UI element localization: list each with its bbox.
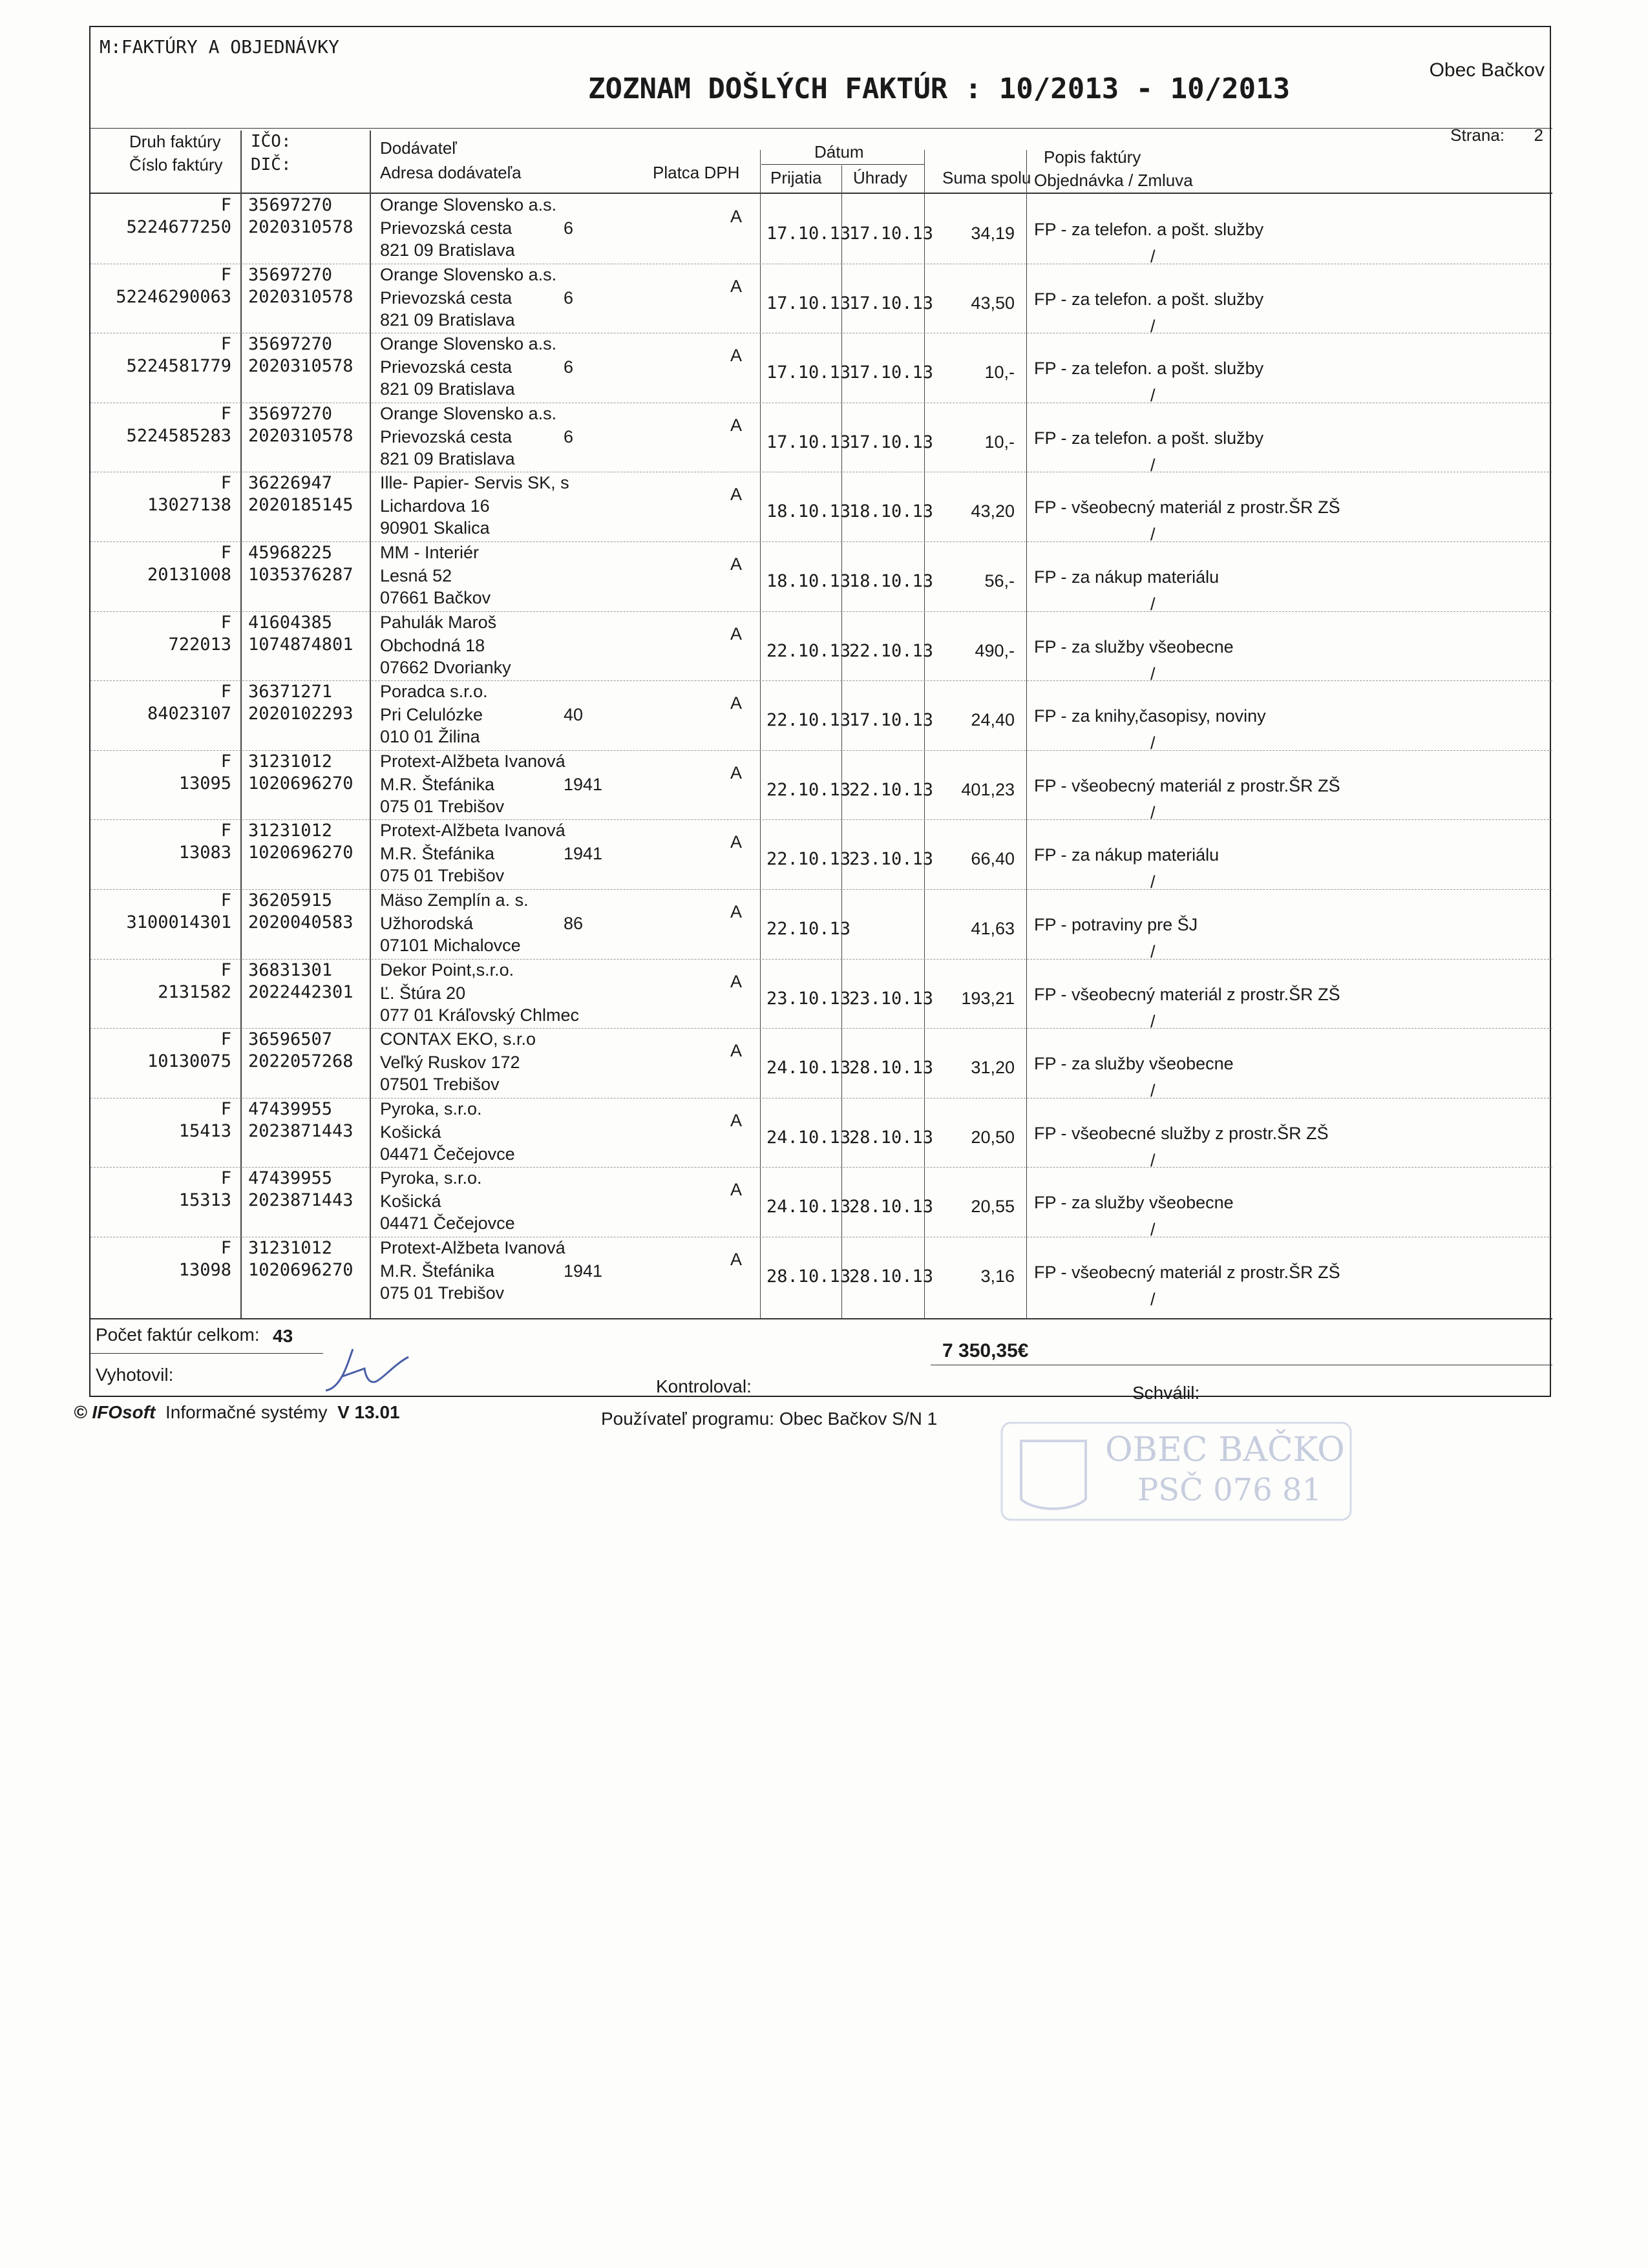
supplier-dic: 1020696270 bbox=[248, 773, 354, 793]
row-separator bbox=[90, 959, 1552, 960]
supplier-dic: 2020310578 bbox=[248, 286, 354, 307]
supplier-city: 075 01 Trebišov bbox=[380, 866, 505, 886]
table-row bbox=[90, 543, 1552, 612]
table-row bbox=[90, 613, 1552, 682]
table-row bbox=[90, 1029, 1552, 1101]
supplier-ico: 31231012 bbox=[248, 751, 333, 772]
module-title: M:FAKTÚRY A OBJEDNÁVKY bbox=[100, 36, 339, 58]
order-contract: / bbox=[1150, 316, 1156, 336]
date-received: 22.10.13 bbox=[766, 640, 851, 661]
date-received: 24.10.13 bbox=[766, 1058, 851, 1078]
date-subrule bbox=[761, 164, 924, 165]
supplier-name: Orange Slovensko a.s. bbox=[380, 334, 557, 354]
organization-name: Obec Bačkov bbox=[1429, 59, 1545, 81]
invoice-description: FP - za služby všeobecne bbox=[1034, 636, 1234, 656]
vat-payer-flag: A bbox=[730, 762, 743, 782]
invoice-description: FP - za telefon. a pošt. služby bbox=[1034, 220, 1264, 239]
supplier-name: Protext-Alžbeta Ivanová bbox=[380, 751, 565, 771]
invoice-total: 43,50 bbox=[971, 293, 1015, 313]
invoice-number: 13095 bbox=[178, 773, 231, 793]
date-paid: 23.10.13 bbox=[849, 849, 934, 870]
invoice-description: FP - všeobecný materiál z prostr.ŠR ZŠ bbox=[1034, 1263, 1340, 1282]
software-credit bbox=[74, 1402, 400, 1423]
supplier-street: Košická bbox=[380, 1122, 441, 1142]
supplier-ico: 35697270 bbox=[248, 334, 333, 355]
invoice-description: FP - potraviny pre ŠJ bbox=[1034, 915, 1198, 934]
date-paid: 22.10.13 bbox=[849, 640, 934, 661]
invoice-list-sheet bbox=[89, 26, 1551, 1403]
supplier-dic: 2023871443 bbox=[248, 1190, 354, 1211]
date-received: 17.10.13 bbox=[766, 224, 851, 244]
supplier-street: Pri Celulózke bbox=[380, 705, 483, 725]
invoice-number: 3100014301 bbox=[126, 912, 231, 932]
date-received: 17.10.13 bbox=[766, 432, 851, 452]
invoice-number: 722013 bbox=[168, 634, 231, 655]
invoice-description: FP - za telefon. a pošt. služby bbox=[1034, 359, 1264, 379]
table-row bbox=[90, 890, 1552, 960]
invoice-description: FP - za služby všeobecne bbox=[1034, 1054, 1234, 1074]
invoice-total: 41,63 bbox=[971, 919, 1015, 938]
table-row bbox=[90, 265, 1552, 334]
invoice-number: 84023107 bbox=[147, 704, 231, 724]
supplier-dic: 2020310578 bbox=[248, 217, 354, 237]
stamp-shield bbox=[1021, 1441, 1086, 1509]
invoice-number: 5224585283 bbox=[126, 425, 231, 446]
official-stamp bbox=[995, 1415, 1357, 1525]
invoice-description: FP - za telefon. a pošt. služby bbox=[1034, 428, 1264, 448]
supplier-name: Orange Slovensko a.s. bbox=[380, 264, 557, 284]
table-row bbox=[90, 682, 1552, 751]
invoice-type: F bbox=[220, 195, 231, 215]
invoice-description: FP - všeobecný materiál z prostr.ŠR ZŠ bbox=[1034, 498, 1340, 518]
vat-payer-flag: A bbox=[730, 902, 743, 921]
invoice-description: FP - všeobecné služby z prostr.ŠR ZŠ bbox=[1034, 1123, 1329, 1143]
supplier-ico: 41604385 bbox=[248, 612, 333, 633]
invoice-type: F bbox=[220, 1098, 231, 1119]
date-paid: 17.10.13 bbox=[849, 362, 934, 383]
invoice-description: FP - za knihy,časopisy, noviny bbox=[1034, 706, 1266, 726]
order-contract: / bbox=[1150, 525, 1156, 545]
vat-payer-flag: A bbox=[730, 485, 743, 505]
supplier-name: Pahulák Maroš bbox=[380, 612, 497, 632]
software-version: V 13.01 bbox=[337, 1402, 400, 1422]
supplier-house-number: 1941 bbox=[564, 774, 603, 794]
invoice-type: F bbox=[220, 751, 231, 772]
supplier-dic: 2020185145 bbox=[248, 495, 354, 516]
date-received: 22.10.13 bbox=[766, 849, 851, 870]
supplier-city: 075 01 Trebišov bbox=[380, 1283, 505, 1303]
date-paid: 28.10.13 bbox=[849, 1266, 934, 1286]
order-contract: / bbox=[1150, 942, 1156, 961]
col-supplier: Dodávateľ bbox=[380, 138, 457, 158]
invoice-total: 193,21 bbox=[961, 988, 1015, 1008]
date-paid: 28.10.13 bbox=[849, 1127, 934, 1148]
invoice-count-value: 43 bbox=[273, 1326, 293, 1346]
supplier-city: 07101 Michalovce bbox=[380, 936, 521, 955]
supplier-dic: 2020310578 bbox=[248, 356, 354, 377]
table-row bbox=[90, 1168, 1552, 1240]
supplier-ico: 36831301 bbox=[248, 960, 333, 980]
table-row bbox=[90, 1099, 1552, 1168]
row-separator bbox=[90, 819, 1552, 820]
invoice-total: 3,16 bbox=[980, 1266, 1015, 1286]
supplier-dic: 2022442301 bbox=[248, 982, 354, 1002]
vat-payer-flag: A bbox=[730, 1110, 743, 1130]
prepared-by-label: Vyhotovil: bbox=[96, 1365, 174, 1385]
supplier-ico: 45968225 bbox=[248, 543, 333, 563]
date-received: 22.10.13 bbox=[766, 710, 851, 731]
date-received: 22.10.13 bbox=[766, 779, 851, 800]
invoice-total: 66,40 bbox=[971, 849, 1015, 869]
invoice-number: 13083 bbox=[178, 843, 231, 863]
col-type-line2: Číslo faktúry bbox=[129, 155, 223, 174]
invoice-type: F bbox=[220, 890, 231, 910]
supplier-dic: 2020310578 bbox=[248, 425, 354, 446]
order-contract: / bbox=[1150, 594, 1156, 614]
table-row bbox=[90, 751, 1552, 821]
supplier-name: MM - Interiér bbox=[380, 543, 480, 562]
supplier-street: Veľký Ruskov 172 bbox=[380, 1053, 520, 1073]
vat-payer-flag: A bbox=[730, 346, 743, 366]
col-order-contract: Objednávka / Zmluva bbox=[1034, 171, 1193, 190]
date-paid: 28.10.13 bbox=[849, 1197, 934, 1217]
invoice-total: 56,- bbox=[984, 571, 1015, 591]
invoice-type: F bbox=[220, 960, 231, 980]
vat-payer-flag: A bbox=[730, 971, 743, 991]
page-number: 2 bbox=[1534, 125, 1543, 145]
invoice-type: F bbox=[220, 403, 231, 424]
invoice-total: 43,20 bbox=[971, 501, 1015, 521]
software-brand: © IFOsoft bbox=[74, 1402, 156, 1422]
supplier-street: Obchodná 18 bbox=[380, 635, 485, 655]
invoice-count-label: Počet faktúr celkom: bbox=[96, 1325, 260, 1345]
supplier-city: 077 01 Kráľovský Chlmec bbox=[380, 1005, 580, 1025]
supplier-ico: 31231012 bbox=[248, 821, 333, 841]
supplier-dic: 1035376287 bbox=[248, 565, 354, 585]
order-contract: / bbox=[1150, 1290, 1156, 1309]
col-type-line1: Druh faktúry bbox=[129, 132, 221, 151]
supplier-street: Prievozská cesta bbox=[380, 357, 512, 377]
vat-payer-flag: A bbox=[730, 554, 743, 574]
order-contract: / bbox=[1150, 664, 1156, 684]
stamp-line2: PSČ 076 81 bbox=[1137, 1472, 1322, 1508]
col-received: Prijatia bbox=[770, 168, 822, 187]
vat-payer-flag: A bbox=[730, 624, 743, 644]
date-paid: 28.10.13 bbox=[849, 1058, 934, 1078]
vat-payer-flag: A bbox=[730, 1250, 743, 1269]
supplier-city: 07501 Trebišov bbox=[380, 1075, 500, 1095]
invoice-description: FP - za telefon. a pošt. služby bbox=[1034, 289, 1264, 309]
supplier-ico: 47439955 bbox=[248, 1168, 333, 1189]
supplier-street: Ľ. Štúra 20 bbox=[380, 983, 466, 1003]
invoice-total: 34,19 bbox=[971, 224, 1015, 243]
footer-rule-2 bbox=[90, 1353, 323, 1354]
supplier-street: Košická bbox=[380, 1192, 441, 1212]
supplier-name: Pyroka, s.r.o. bbox=[380, 1098, 482, 1118]
supplier-street: Užhorodská bbox=[380, 914, 474, 933]
invoice-type: F bbox=[220, 334, 231, 355]
date-paid: 17.10.13 bbox=[849, 293, 934, 313]
invoice-total: 401,23 bbox=[961, 779, 1015, 799]
invoice-type: F bbox=[220, 821, 231, 841]
grand-total bbox=[942, 1340, 1028, 1362]
row-separator bbox=[90, 1167, 1552, 1168]
supplier-name: Ille- Papier- Servis SK, s bbox=[380, 473, 569, 493]
invoice-total: 20,50 bbox=[971, 1127, 1015, 1147]
supplier-dic: 2020102293 bbox=[248, 704, 354, 724]
invoice-type: F bbox=[220, 264, 231, 285]
supplier-house-number: 1941 bbox=[564, 1261, 603, 1281]
row-separator bbox=[90, 611, 1552, 612]
invoice-total: 10,- bbox=[984, 432, 1015, 452]
supplier-dic: 1020696270 bbox=[248, 1260, 354, 1280]
invoice-description: FP - všeobecný materiál z prostr.ŠR ZŠ bbox=[1034, 775, 1340, 795]
table-row bbox=[90, 960, 1552, 1029]
date-received: 17.10.13 bbox=[766, 293, 851, 313]
supplier-street: Prievozská cesta bbox=[380, 426, 512, 446]
supplier-ico: 35697270 bbox=[248, 264, 333, 285]
software-desc: Informačné systémy bbox=[165, 1402, 328, 1422]
page-title: ZOZNAM DOŠLÝCH FAKTÚR : 10/2013 - 10/2013 bbox=[588, 72, 1291, 105]
vat-payer-flag: A bbox=[730, 693, 743, 713]
grand-total-value: 7 350,35 bbox=[942, 1340, 1018, 1361]
invoice-total: 31,20 bbox=[971, 1058, 1015, 1078]
supplier-dic: 2023871443 bbox=[248, 1120, 354, 1141]
col-dic: DIČ: bbox=[251, 155, 291, 174]
supplier-house-number: 86 bbox=[564, 914, 584, 933]
supplier-city: 075 01 Trebišov bbox=[380, 796, 505, 816]
vat-payer-flag: A bbox=[730, 207, 743, 226]
supplier-city: 07661 Bačkov bbox=[380, 588, 491, 607]
col-paid: Úhrady bbox=[853, 168, 907, 187]
date-paid: 17.10.13 bbox=[849, 224, 934, 244]
invoice-total: 20,55 bbox=[971, 1197, 1015, 1217]
vat-payer-flag: A bbox=[730, 415, 743, 435]
date-paid: 17.10.13 bbox=[849, 710, 934, 731]
signature-stroke bbox=[326, 1349, 408, 1391]
invoice-type: F bbox=[220, 1238, 231, 1258]
supplier-ico: 36596507 bbox=[248, 1029, 333, 1050]
table-row bbox=[90, 404, 1552, 473]
date-paid: 18.10.13 bbox=[849, 571, 934, 591]
col-date: Dátum bbox=[814, 142, 864, 162]
supplier-ico: 36205915 bbox=[248, 890, 333, 910]
date-received: 24.10.13 bbox=[766, 1127, 851, 1148]
invoice-number: 15313 bbox=[178, 1190, 231, 1211]
date-received: 18.10.13 bbox=[766, 571, 851, 591]
date-paid: 22.10.13 bbox=[849, 779, 934, 800]
order-contract: / bbox=[1150, 1081, 1156, 1101]
invoice-type: F bbox=[220, 612, 231, 633]
supplier-city: 04471 Čečejovce bbox=[380, 1213, 515, 1234]
vat-payer-flag: A bbox=[730, 1041, 743, 1061]
invoice-type: F bbox=[220, 473, 231, 494]
invoice-number: 13027138 bbox=[147, 495, 231, 516]
stamp-line1: OBEC BAČKO bbox=[1105, 1431, 1345, 1469]
supplier-house-number: 6 bbox=[564, 426, 574, 446]
col-supplier-address: Adresa dodávateľa bbox=[380, 163, 522, 182]
supplier-name: Mäso Zemplín a. s. bbox=[380, 890, 529, 910]
vat-payer-flag: A bbox=[730, 1180, 743, 1200]
supplier-city: 821 09 Bratislava bbox=[380, 240, 515, 260]
supplier-house-number: 1941 bbox=[564, 844, 603, 864]
invoice-number: 5224677250 bbox=[126, 217, 231, 237]
invoice-number: 5224581779 bbox=[126, 356, 231, 377]
supplier-name: Protext-Alžbeta Ivanová bbox=[380, 821, 565, 841]
date-received: 23.10.13 bbox=[766, 988, 851, 1009]
row-separator bbox=[90, 1028, 1552, 1029]
supplier-dic: 1074874801 bbox=[248, 634, 354, 655]
supplier-name: Protext-Alžbeta Ivanová bbox=[380, 1238, 565, 1257]
order-contract: / bbox=[1150, 247, 1156, 266]
row-separator bbox=[90, 889, 1552, 890]
supplier-house-number: 6 bbox=[564, 357, 574, 377]
footer-rule-1 bbox=[90, 1318, 1552, 1319]
invoice-number: 20131008 bbox=[147, 565, 231, 585]
program-user: Používateľ programu: Obec Bačkov S/N 1 bbox=[601, 1409, 938, 1429]
supplier-ico: 36226947 bbox=[248, 473, 333, 494]
invoice-total: 10,- bbox=[984, 362, 1015, 383]
supplier-dic: 1020696270 bbox=[248, 843, 354, 863]
supplier-street: M.R. Štefánika bbox=[380, 1261, 495, 1281]
approved-by-label: Schválil: bbox=[1132, 1383, 1200, 1403]
invoice-description: FP - za nákup materiálu bbox=[1034, 567, 1220, 587]
header-rule bbox=[90, 128, 1552, 129]
date-received: 24.10.13 bbox=[766, 1197, 851, 1217]
supplier-street: M.R. Štefánika bbox=[380, 774, 495, 794]
date-received: 22.10.13 bbox=[766, 919, 851, 939]
supplier-house-number: 6 bbox=[564, 288, 574, 308]
supplier-dic: 2020040583 bbox=[248, 912, 354, 932]
date-paid: 18.10.13 bbox=[849, 501, 934, 522]
supplier-name: Pyroka, s.r.o. bbox=[380, 1168, 482, 1188]
supplier-city: 821 09 Bratislava bbox=[380, 448, 515, 468]
row-separator bbox=[90, 750, 1552, 751]
signature bbox=[323, 1345, 414, 1397]
invoice-number: 13098 bbox=[178, 1260, 231, 1280]
order-contract: / bbox=[1150, 872, 1156, 892]
supplier-ico: 47439955 bbox=[248, 1098, 333, 1119]
supplier-dic: 2022057268 bbox=[248, 1051, 354, 1072]
supplier-street: Lesná 52 bbox=[380, 566, 452, 585]
header-bottom-rule bbox=[90, 193, 1552, 194]
invoice-description: FP - všeobecný materiál z prostr.ŠR ZŠ bbox=[1034, 984, 1340, 1004]
col-ico: IČO: bbox=[251, 132, 291, 151]
checked-by-label: Kontroloval: bbox=[656, 1376, 752, 1396]
order-contract: / bbox=[1150, 1220, 1156, 1240]
col-total: Suma spolu bbox=[942, 168, 1031, 187]
supplier-street: Prievozská cesta bbox=[380, 288, 512, 308]
order-contract: / bbox=[1150, 803, 1156, 823]
supplier-city: 90901 Skalica bbox=[380, 518, 490, 538]
row-separator bbox=[90, 680, 1552, 681]
supplier-house-number: 40 bbox=[564, 705, 584, 725]
date-received: 28.10.13 bbox=[766, 1266, 851, 1286]
supplier-name: Dekor Point,s.r.o. bbox=[380, 960, 514, 980]
vat-payer-flag: A bbox=[730, 832, 743, 852]
invoice-number: 2131582 bbox=[158, 982, 231, 1002]
table-row bbox=[90, 473, 1552, 545]
invoice-description: FP - za nákup materiálu bbox=[1034, 845, 1220, 865]
supplier-city: 821 09 Bratislava bbox=[380, 310, 515, 330]
invoice-number: 10130075 bbox=[147, 1051, 231, 1072]
invoice-description: FP - za služby všeobecne bbox=[1034, 1193, 1234, 1213]
supplier-house-number: 6 bbox=[564, 218, 574, 238]
order-contract: / bbox=[1150, 1150, 1156, 1170]
invoice-total: 24,40 bbox=[971, 710, 1015, 730]
invoice-type: F bbox=[220, 1168, 231, 1189]
date-received: 18.10.13 bbox=[766, 501, 851, 522]
order-contract: / bbox=[1150, 1011, 1156, 1031]
invoice-number: 15413 bbox=[178, 1120, 231, 1141]
invoice-type: F bbox=[220, 1029, 231, 1050]
grand-total-currency: € bbox=[1017, 1340, 1029, 1361]
col-vat-payer: Platca DPH bbox=[653, 163, 740, 182]
row-separator bbox=[90, 541, 1552, 542]
date-paid: 23.10.13 bbox=[849, 988, 934, 1009]
supplier-ico: 35697270 bbox=[248, 403, 333, 424]
vat-payer-flag: A bbox=[730, 276, 743, 296]
supplier-city: 04471 Čečejovce bbox=[380, 1144, 515, 1164]
page-label: Strana: bbox=[1450, 125, 1505, 145]
table-row bbox=[90, 334, 1552, 406]
supplier-name: Orange Slovensko a.s. bbox=[380, 195, 557, 215]
supplier-name: Orange Slovensko a.s. bbox=[380, 403, 557, 423]
supplier-street: Prievozská cesta bbox=[380, 218, 512, 238]
invoice-type: F bbox=[220, 682, 231, 702]
table-row bbox=[90, 821, 1552, 890]
table-row bbox=[90, 195, 1552, 264]
order-contract: / bbox=[1150, 386, 1156, 406]
supplier-street: M.R. Štefánika bbox=[380, 844, 495, 864]
date-received: 17.10.13 bbox=[766, 362, 851, 383]
invoice-type: F bbox=[220, 543, 231, 563]
date-paid: 17.10.13 bbox=[849, 432, 934, 452]
supplier-name: CONTAX EKO, s.r.o bbox=[380, 1029, 536, 1049]
supplier-city: 821 09 Bratislava bbox=[380, 379, 515, 399]
table-row bbox=[90, 1238, 1552, 1307]
supplier-ico: 35697270 bbox=[248, 195, 333, 215]
col-description: Popis faktúry bbox=[1044, 147, 1141, 167]
supplier-ico: 36371271 bbox=[248, 682, 333, 702]
supplier-street: Lichardova 16 bbox=[380, 496, 490, 516]
invoice-total: 490,- bbox=[975, 640, 1015, 660]
supplier-city: 010 01 Žilina bbox=[380, 727, 480, 747]
order-contract: / bbox=[1150, 733, 1156, 753]
supplier-name: Poradca s.r.o. bbox=[380, 682, 488, 702]
invoice-number: 52246290063 bbox=[116, 286, 231, 307]
order-contract: / bbox=[1150, 455, 1156, 475]
supplier-ico: 31231012 bbox=[248, 1238, 333, 1258]
supplier-city: 07662 Dvorianky bbox=[380, 657, 511, 677]
